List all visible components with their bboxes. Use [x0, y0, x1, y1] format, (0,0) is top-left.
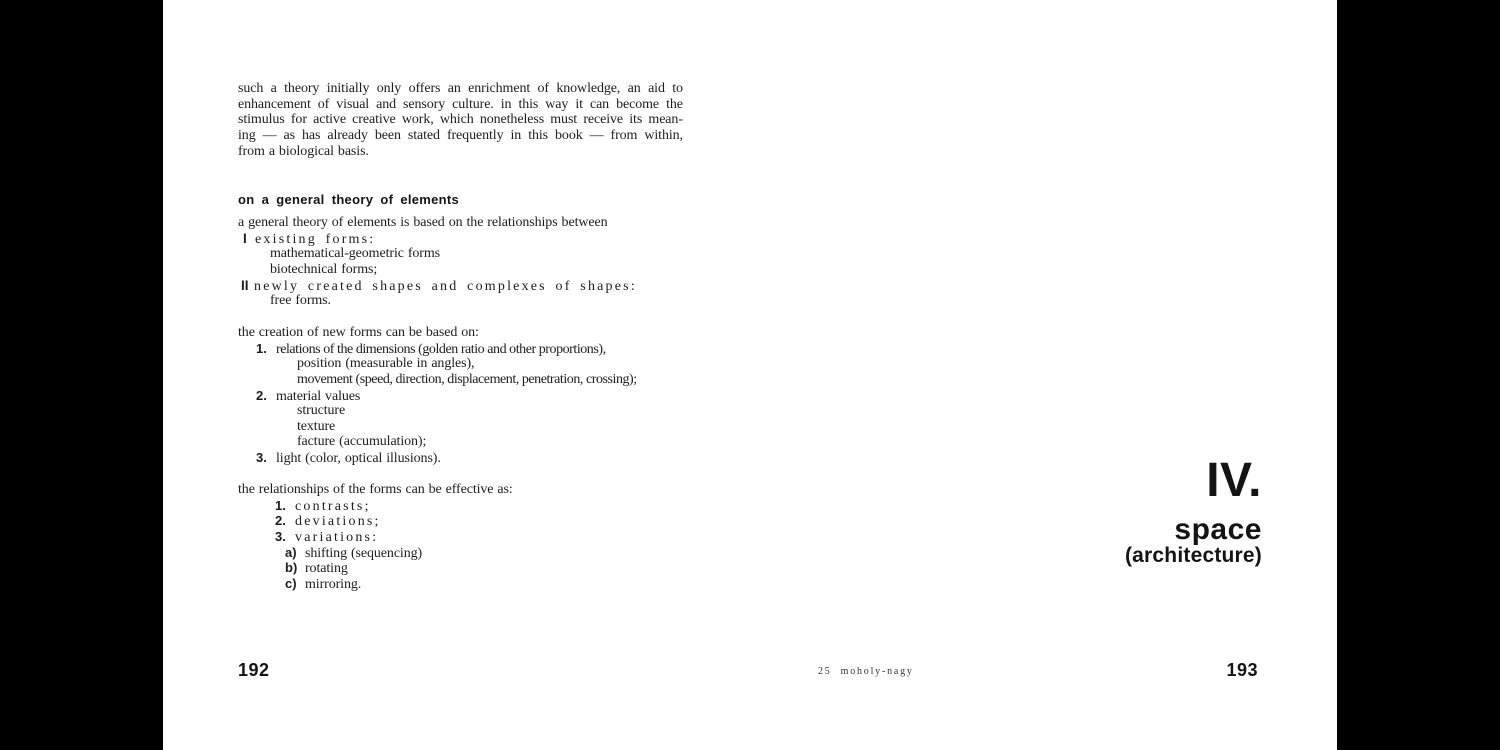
page-number-left: 192: [238, 660, 270, 680]
relationships-list: [238, 482, 683, 591]
book-spread: [163, 0, 1337, 750]
list-item: [238, 293, 683, 309]
list-item-text: light (color, optical illusions).: [276, 451, 441, 467]
list-item: [238, 513, 683, 529]
list-item: [238, 403, 683, 419]
list-marker: b): [285, 560, 298, 576]
list-marker: 3.: [275, 528, 286, 544]
signature-number: 25: [818, 666, 832, 677]
body-paragraph-line: from a biological basis.: [238, 143, 369, 159]
running-footer: [818, 666, 914, 677]
body-paragraph-line: such a theory initially only offers an enrichment of knowledge, an aid to: [238, 81, 683, 96]
list-marker: II: [241, 277, 249, 293]
list-marker: 2.: [275, 513, 286, 529]
list-item-text: movement (speed, direction, displacement, penetration, crossing);: [297, 371, 637, 387]
chapter-numeral: IV.: [1206, 454, 1262, 507]
list-item-text: shifting (sequencing): [305, 545, 423, 561]
list-item: [238, 262, 683, 278]
list-item-text: material values: [276, 388, 361, 404]
list-item-text: rotating: [305, 561, 348, 577]
page-number-right: 193: [1226, 660, 1258, 680]
list-item: [238, 246, 683, 262]
creation-list: [238, 325, 683, 466]
list-marker: c): [285, 575, 297, 591]
list-item-text: facture (accumulation);: [297, 434, 427, 450]
list-item: [238, 450, 683, 466]
list-item-text: deviations;: [295, 514, 381, 530]
list-item-text: free forms.: [270, 293, 331, 309]
list-item: [238, 419, 683, 435]
list-marker: I: [243, 230, 247, 246]
list-item: [238, 341, 683, 357]
list-item: [238, 545, 683, 561]
list-marker: a): [285, 544, 297, 560]
list-item: [238, 278, 683, 294]
opening-paragraph: [238, 81, 683, 159]
list-item: [238, 498, 683, 514]
list-item: [238, 576, 683, 592]
list-intro: a general theory of elements is based on the relationships between: [238, 215, 608, 230]
list-marker: 1.: [256, 340, 267, 356]
list-marker: 2.: [256, 387, 267, 403]
section-heading: on a general theory of elements: [238, 192, 460, 207]
body-paragraph-line: enhancement of visual and sensory culture. in this way it can become the: [238, 96, 683, 112]
list-item: [238, 560, 683, 576]
chapter-subtitle: (architecture): [1124, 544, 1262, 567]
list-marker: 3.: [256, 450, 267, 466]
list-item: [238, 372, 683, 388]
list-item-text: mathematical-geometric forms: [270, 246, 441, 262]
list-item-text: existing forms:: [255, 231, 376, 247]
list-item-text: structure: [297, 403, 346, 419]
elements-list: [238, 215, 683, 309]
list-item-text: position (measurable in angles),: [297, 356, 475, 372]
list-item-text: newly created shapes and complexes of shapes:: [254, 278, 637, 294]
list-item-text: biotechnical forms;: [270, 261, 378, 277]
list-item-text: contrasts;: [295, 498, 371, 514]
body-paragraph-line: ing — as has already been stated frequently in this book — from within,: [238, 127, 683, 143]
list-item-text: variations:: [295, 529, 379, 545]
list-item: [238, 529, 683, 545]
body-paragraph-line: stimulus for active creative work, which nonetheless must receive its mean-: [238, 112, 683, 128]
list-item: [238, 434, 683, 450]
list-item-text: relations of the dimensions (golden ratio and other proportions),: [276, 341, 606, 357]
chapter-opening: [1124, 454, 1262, 567]
list-intro: the relationships of the forms can be effective as:: [238, 482, 513, 497]
list-item-text: mirroring.: [305, 576, 362, 592]
chapter-title: space: [1174, 513, 1262, 546]
list-item: [238, 388, 683, 404]
list-item: [238, 356, 683, 372]
list-marker: 1.: [275, 497, 286, 513]
book-title: moholy-nagy: [840, 666, 914, 677]
list-intro: the creation of new forms can be based on:: [238, 325, 479, 340]
list-item: [238, 231, 683, 247]
list-item-text: texture: [297, 418, 336, 434]
